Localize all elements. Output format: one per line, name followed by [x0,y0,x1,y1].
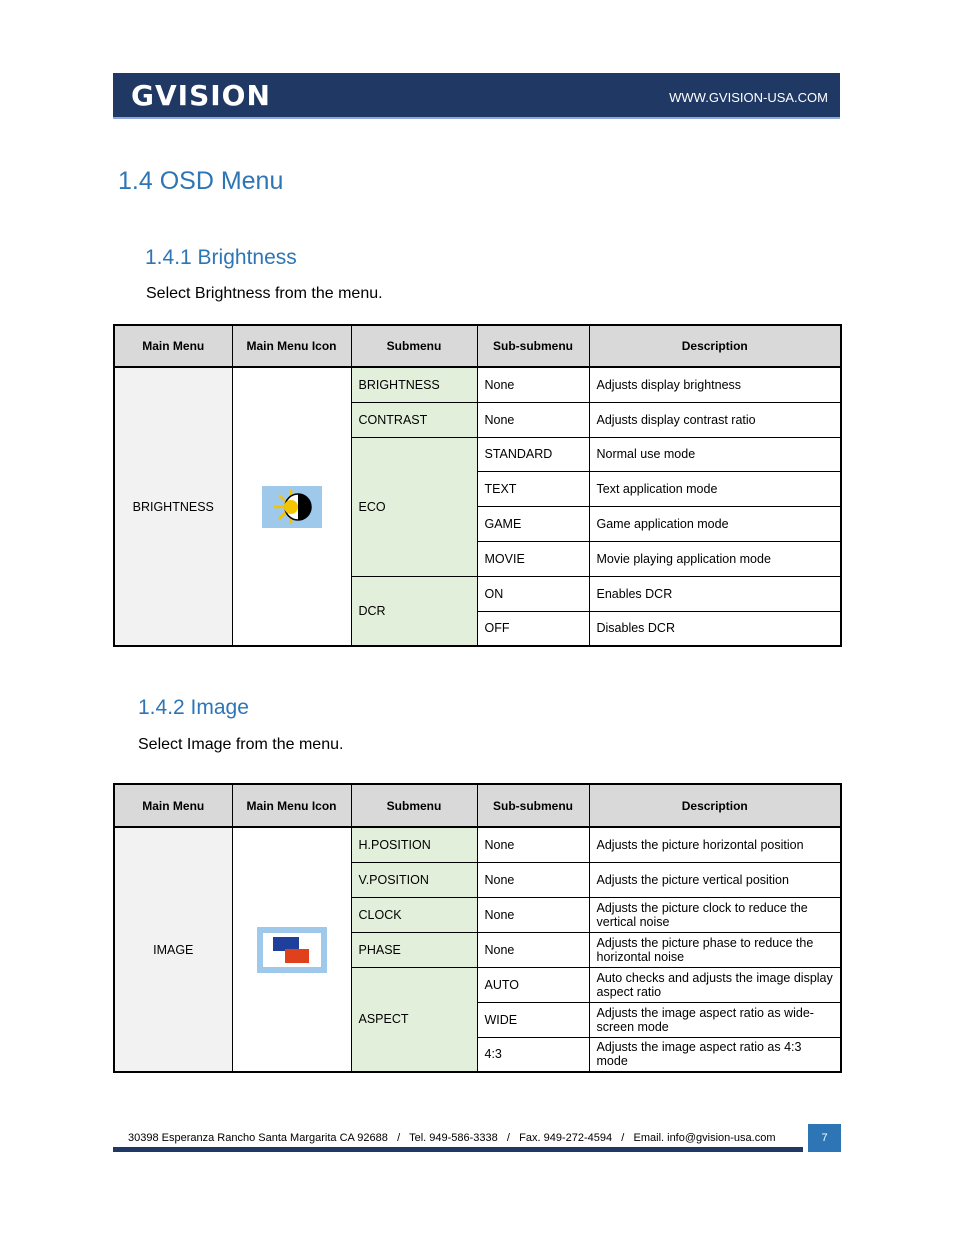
column-header: Submenu [351,784,477,827]
description-cell: Disables DCR [589,611,841,646]
column-header: Main Menu [114,325,232,367]
column-header: Submenu [351,325,477,367]
description-cell: Enables DCR [589,576,841,611]
page-title: 1.4 OSD Menu [118,167,284,195]
sub-submenu-cell: AUTO [477,967,589,1002]
column-header: Description [589,784,841,827]
website-url[interactable]: WWW.GVISION-USA.COM [669,90,828,105]
submenu-cell: CONTRAST [351,402,477,437]
image-table [113,783,842,1073]
submenu-cell: BRIGHTNESS [351,367,477,402]
description-cell: Adjusts display contrast ratio [589,402,841,437]
main-menu-cell: IMAGE [114,827,232,1072]
image-icon [257,927,327,973]
footer-contact-text: 30398 Esperanza Rancho Santa Margarita CA 92688 / Tel. 949-586-3338 / Fax. 949-272-4594 / Email. info@gvision-usa.com [128,1132,776,1144]
description-cell: Adjusts the picture phase to reduce the horizontal noise [589,932,841,967]
submenu-cell: V.POSITION [351,862,477,897]
brightness-table [113,324,842,647]
sub-submenu-cell: None [477,862,589,897]
gvision-logo: GVISION [131,79,271,112]
sub-submenu-cell: 4:3 [477,1037,589,1072]
description-cell: Movie playing application mode [589,541,841,576]
submenu-cell: H.POSITION [351,827,477,862]
image-heading: 1.4.2 Image [138,696,249,719]
sub-submenu-cell: None [477,897,589,932]
sub-submenu-cell: MOVIE [477,541,589,576]
main-menu-icon-cell [232,827,351,1072]
submenu-cell: ECO [351,437,477,576]
column-header: Sub-submenu [477,784,589,827]
footer-contact [128,1132,776,1144]
page-header [113,73,840,119]
brightness-heading: 1.4.1 Brightness [145,246,297,269]
sub-submenu-cell: None [477,932,589,967]
footer-divider [113,1147,803,1152]
submenu-cell: PHASE [351,932,477,967]
sub-submenu-cell: None [477,402,589,437]
description-cell: Game application mode [589,506,841,541]
column-header: Main Menu [114,784,232,827]
description-cell: Text application mode [589,471,841,506]
column-header: Main Menu Icon [232,784,351,827]
sub-submenu-cell: TEXT [477,471,589,506]
sub-submenu-cell: WIDE [477,1002,589,1037]
sub-submenu-cell: None [477,827,589,862]
description-cell: Adjusts the image aspect ratio as 4:3 mode [589,1037,841,1072]
sub-submenu-cell: GAME [477,506,589,541]
submenu-cell: DCR [351,576,477,646]
description-cell: Adjusts the picture vertical position [589,862,841,897]
brightness-icon [262,486,322,528]
sub-submenu-cell: ON [477,576,589,611]
main-menu-cell: BRIGHTNESS [114,367,232,646]
brightness-intro: Select Brightness from the menu. [146,285,383,302]
description-cell: Normal use mode [589,437,841,471]
submenu-cell: CLOCK [351,897,477,932]
sub-submenu-cell: STANDARD [477,437,589,471]
submenu-cell: ASPECT [351,967,477,1072]
description-cell: Adjusts the picture clock to reduce the vertical noise [589,897,841,932]
page-number: 7 [808,1124,841,1152]
sub-submenu-cell: OFF [477,611,589,646]
column-header: Description [589,325,841,367]
description-cell: Auto checks and adjusts the image display aspect ratio [589,967,841,1002]
column-header: Main Menu Icon [232,325,351,367]
image-intro: Select Image from the menu. [138,736,344,753]
sub-submenu-cell: None [477,367,589,402]
description-cell: Adjusts the image aspect ratio as wide-screen mode [589,1002,841,1037]
description-cell: Adjusts display brightness [589,367,841,402]
column-header: Sub-submenu [477,325,589,367]
main-menu-icon-cell [232,367,351,646]
description-cell: Adjusts the picture horizontal position [589,827,841,862]
